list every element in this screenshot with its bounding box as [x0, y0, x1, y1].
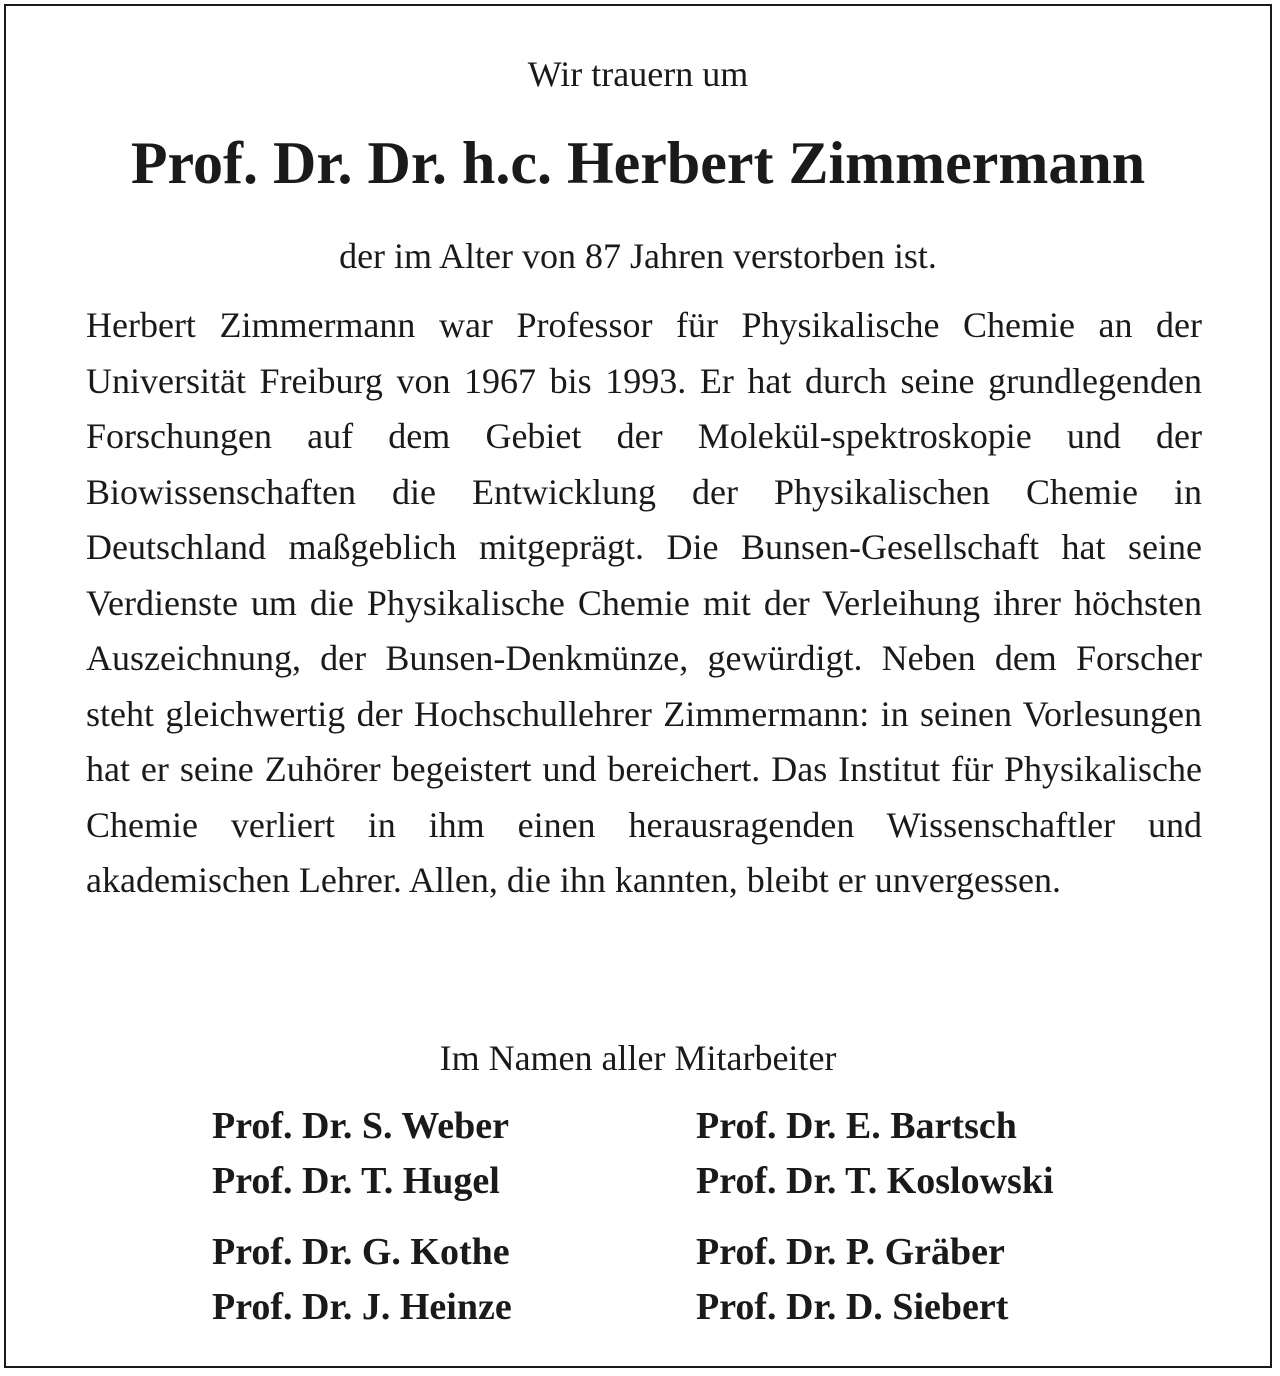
obituary-body: Herbert Zimmermann war Professor für Physikalische Chemie an der Universität Freiburg von 1967 bis 1993. Er hat durch seine grundlegenden Forschungen auf dem Gebiet der Molekül-spektroskopie und der Biowissenschaften die Entwicklung der Physikalischen Chemie in Deutschland maßgeblich mitgeprägt. Die Bunsen-Gesellschaft hat seine Verdienste um die Physikalische Chemie mit der Verleihung ihrer höchsten Auszeichnung, der Bunsen-Denkmünze, gewürdigt. Neben dem Forscher steht gleichwertig der Hochschullehrer Zimmermann: in seinen Vorlesungen hat er seine Zuhörer begeistert und bereichert. Das Institut für Physikalische Chemie verliert in ihm einen herausragenden Wissenschaftler und akademischen Lehrer. Allen, die ihn kannten, bleibt er unvergessen. — [86, 305, 1202, 900]
signatories — [6, 6, 1270, 1366]
intro-line: Wir trauern um — [527, 54, 749, 94]
signatory-name: Prof. Dr. G. Kothe — [212, 1231, 510, 1273]
age-line: der im Alter von 87 Jahren verstorben ist. — [339, 236, 937, 276]
signatory-name: Prof. Dr. D. Siebert — [696, 1286, 1009, 1328]
signoff-line: Im Namen aller Mitarbeiter — [439, 1038, 837, 1078]
signatory-name: Prof. Dr. S. Weber — [212, 1105, 509, 1147]
signatory-name: Prof. Dr. T. Koslowski — [696, 1160, 1054, 1202]
signatory-name: Prof. Dr. P. Gräber — [696, 1231, 1005, 1273]
obituary-notice — [4, 4, 1272, 1368]
deceased-name: Prof. Dr. Dr. h.c. Herbert Zimmermann — [130, 130, 1146, 196]
signatory-name: Prof. Dr. E. Bartsch — [696, 1105, 1017, 1147]
signatory-name: Prof. Dr. T. Hugel — [212, 1160, 500, 1202]
signatory-name: Prof. Dr. J. Heinze — [212, 1286, 512, 1328]
